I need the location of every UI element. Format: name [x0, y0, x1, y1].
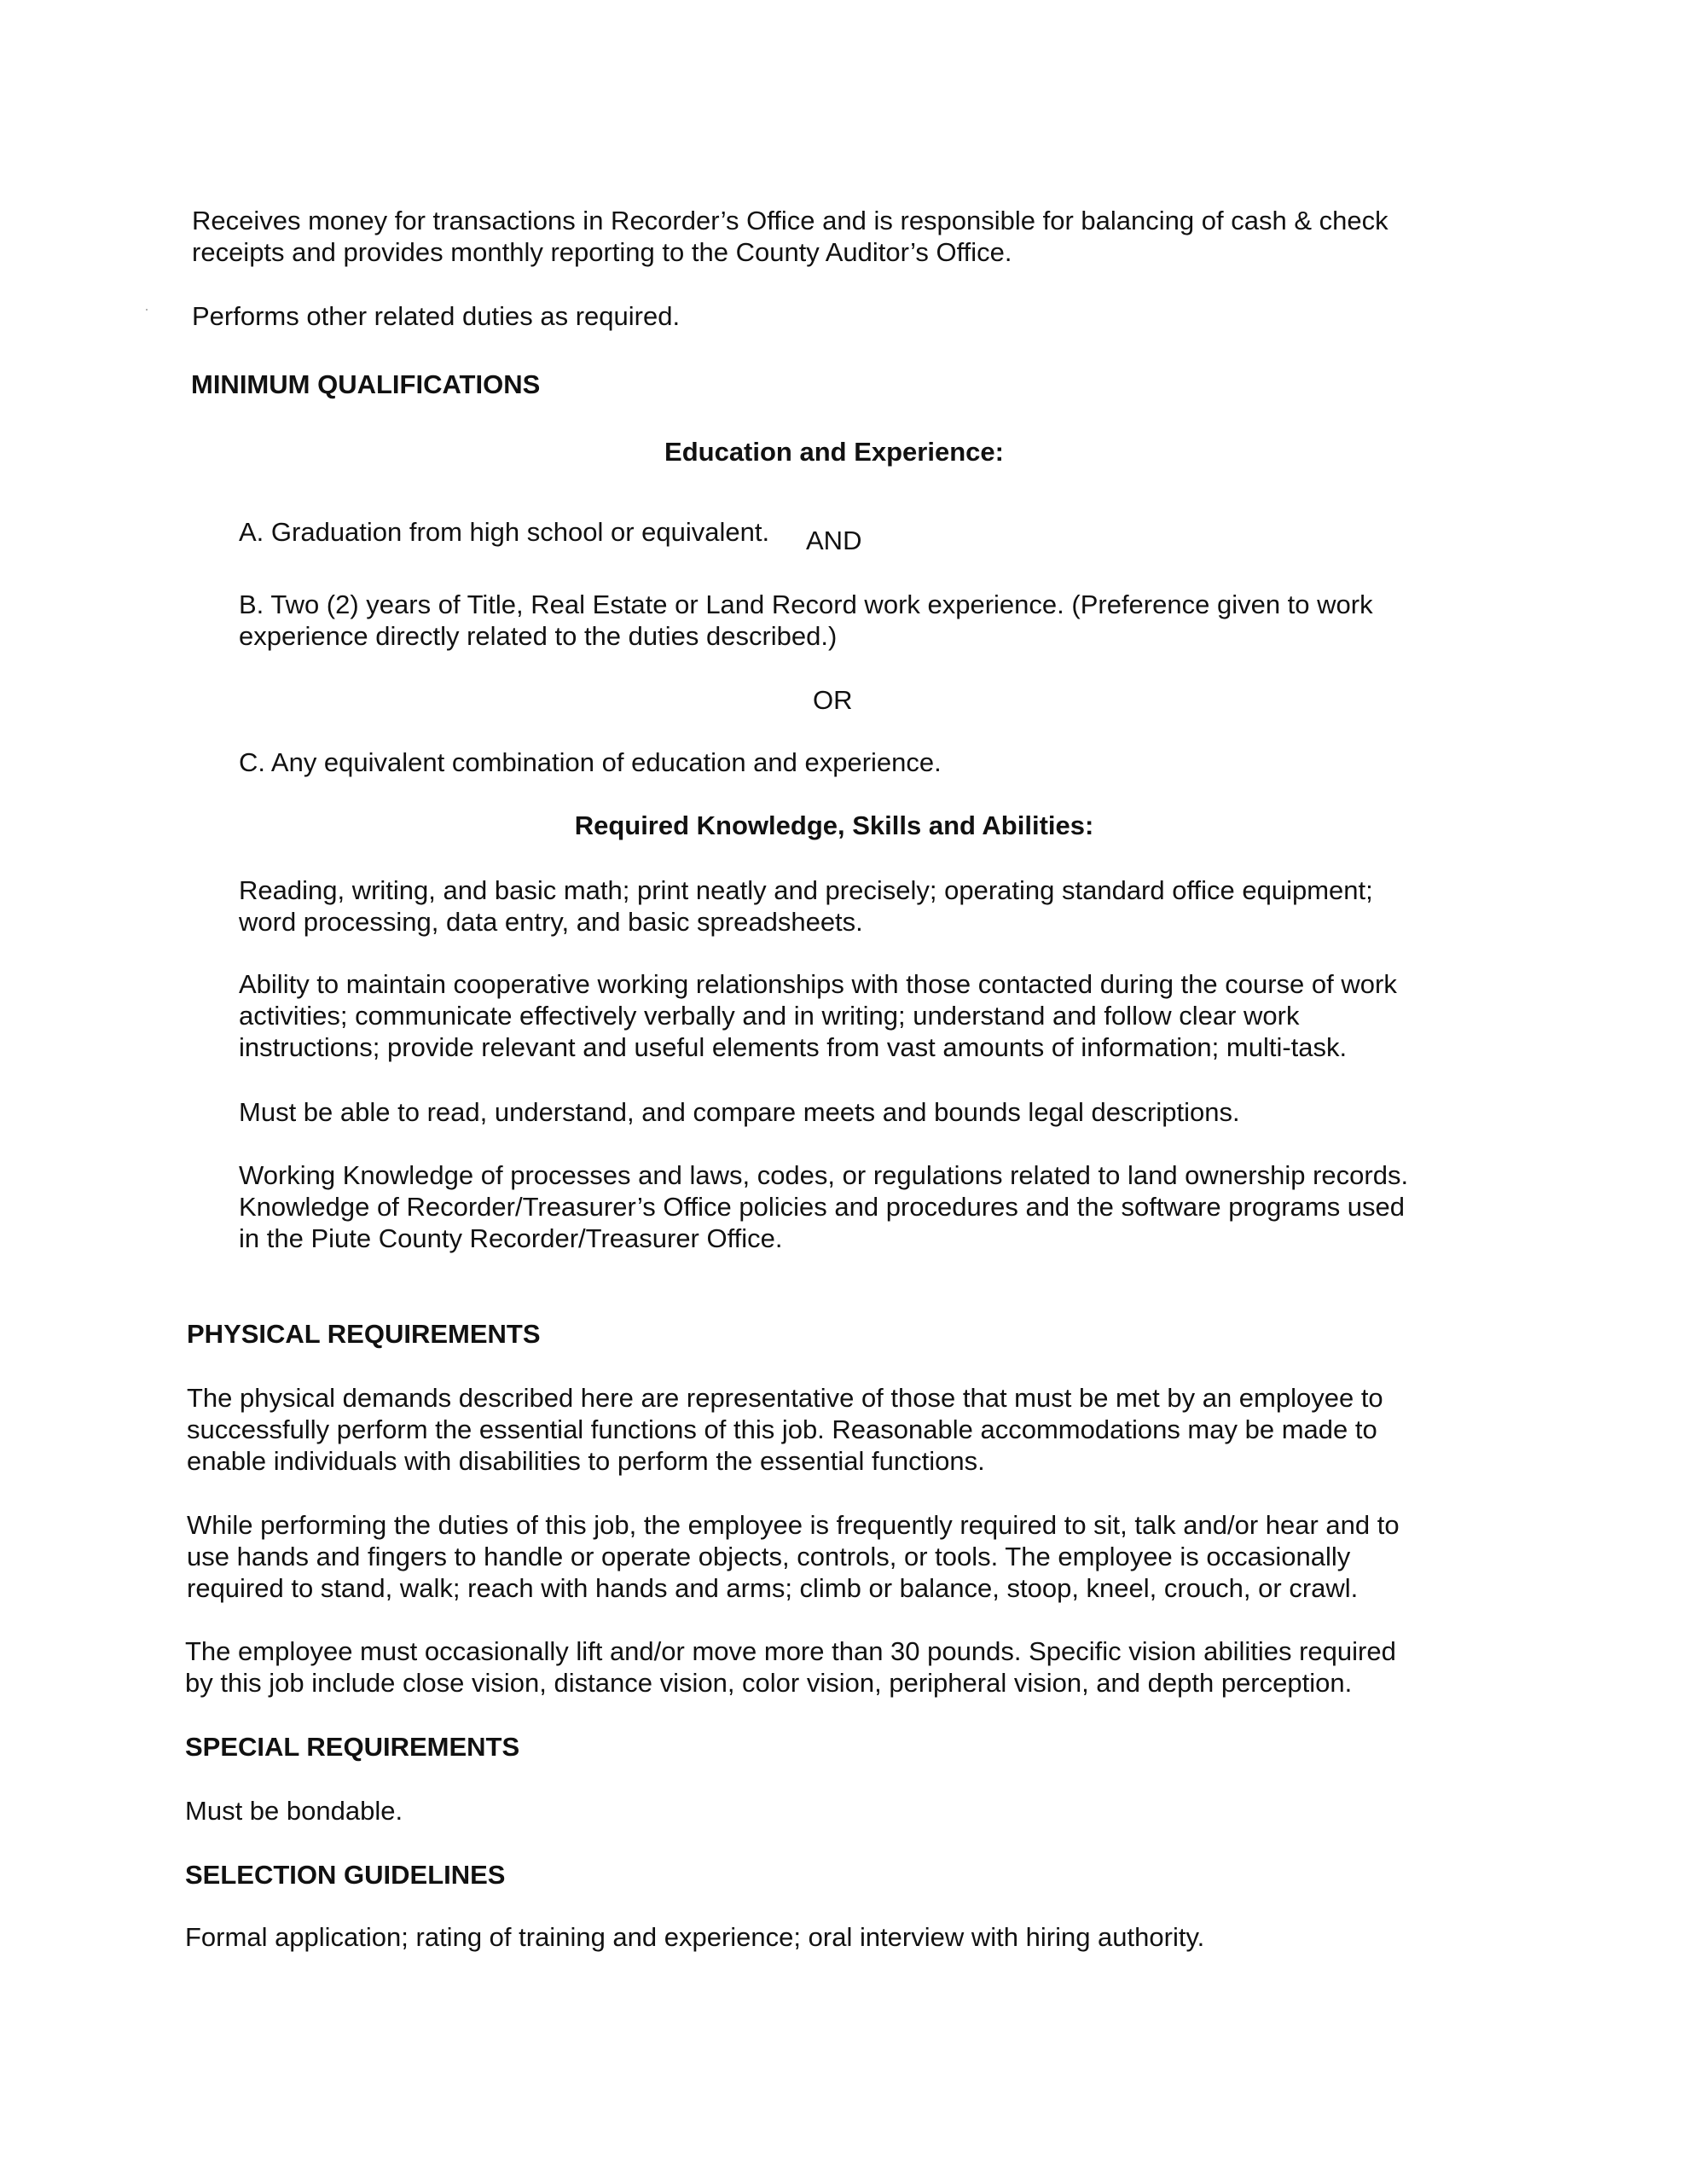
selection-guidelines-text: Formal application; rating of training and experience; oral interview with hiring authority. [185, 1922, 1205, 1952]
subheading-knowledge-skills-abilities: Required Knowledge, Skills and Abilities: [574, 810, 1094, 840]
ksa-p4-line-1: Working Knowledge of processes and laws, codes, or regulations related to land ownership records. [239, 1160, 1409, 1190]
physical-p3-line-1: The employee must occasionally lift and/or move more than 30 pounds. Specific vision abilities required [185, 1636, 1396, 1666]
connector-and: AND [806, 526, 862, 555]
qualification-item-a: A. Graduation from high school or equivalent. [239, 517, 770, 547]
qualification-item-b-line-2: experience directly related to the duties described.) [239, 621, 838, 651]
section-heading-physical-requirements: PHYSICAL REQUIREMENTS [187, 1319, 541, 1349]
duty-cash-receipts-line-1: Receives money for transactions in Recorder’s Office and is responsible for balancing of cash & check [192, 206, 1388, 235]
section-heading-special-requirements: SPECIAL REQUIREMENTS [185, 1732, 520, 1762]
duty-cash-receipts-line-2: receipts and provides monthly reporting to the County Auditor’s Office. [192, 237, 1012, 267]
ksa-p4-line-3: in the Piute County Recorder/Treasurer Office. [239, 1223, 783, 1253]
special-requirements-text: Must be bondable. [185, 1796, 403, 1826]
subheading-education-experience: Education and Experience: [664, 437, 1004, 467]
physical-p2-line-1: While performing the duties of this job, the employee is frequently required to sit, talk and/or hear and to [187, 1510, 1400, 1540]
ksa-p2-line-1: Ability to maintain cooperative working relationships with those contacted during the course of work [239, 969, 1397, 999]
ksa-p4-line-2: Knowledge of Recorder/Treasurer’s Office policies and procedures and the software programs used [239, 1192, 1406, 1222]
connector-or: OR [813, 685, 853, 715]
physical-p1-line-3: enable individuals with disabilities to perform the essential functions. [187, 1446, 985, 1476]
ksa-p1-line-2: word processing, data entry, and basic spreadsheets. [239, 907, 863, 937]
physical-p2-line-3: required to stand, walk; reach with hands and arms; climb or balance, stoop, kneel, crouch, or crawl. [187, 1573, 1359, 1603]
ksa-p2-line-2: activities; communicate effectively verbally and in writing; understand and follow clear work [239, 1001, 1300, 1031]
duty-other: Performs other related duties as required. [192, 301, 681, 331]
section-heading-selection-guidelines: SELECTION GUIDELINES [185, 1860, 506, 1890]
physical-p3-line-2: by this job include close vision, distance vision, color vision, peripheral vision, and depth perception. [185, 1668, 1353, 1698]
physical-p1-line-2: successfully perform the essential functions of this job. Reasonable accommodations may be made to [187, 1414, 1377, 1444]
qualification-item-c: C. Any equivalent combination of education and experience. [239, 747, 942, 777]
qualification-item-b-line-1: B. Two (2) years of Title, Real Estate or Land Record work experience. (Preference given to work [239, 590, 1373, 619]
physical-p1-line-1: The physical demands described here are representative of those that must be met by an employee to [187, 1383, 1383, 1413]
ksa-p3-legal-descriptions: Must be able to read, understand, and compare meets and bounds legal descriptions. [239, 1097, 1240, 1127]
ksa-p2-line-3: instructions; provide relevant and useful elements from vast amounts of information; multi-task. [239, 1032, 1348, 1062]
scan-speck [146, 309, 148, 311]
physical-p2-line-2: use hands and fingers to handle or operate objects, controls, or tools. The employee is occasionally [187, 1542, 1351, 1571]
ksa-p1-line-1: Reading, writing, and basic math; print neatly and precisely; operating standard office equipment; [239, 875, 1373, 905]
section-heading-minimum-qualifications: MINIMUM QUALIFICATIONS [191, 369, 541, 399]
